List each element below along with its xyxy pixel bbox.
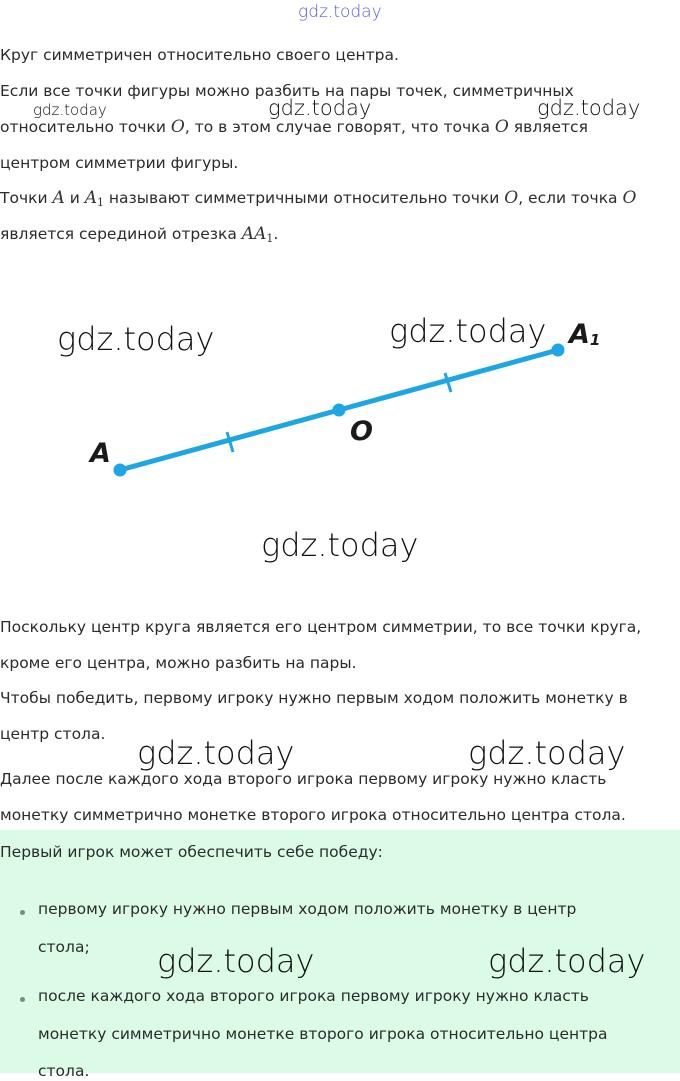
math-AA1-base: AA (241, 224, 267, 244)
math-A1-sub: 1 (96, 196, 104, 209)
watermark-large: gdz.today (488, 942, 646, 980)
paragraph-circle-symmetry: Круг симметричен относительно своего центра. (0, 46, 399, 64)
paragraph-first-move-line2: центр стола. (0, 725, 106, 743)
watermark-top: gdz.today (298, 2, 382, 22)
math-AA1-sub: 1 (266, 232, 274, 245)
math-O: O (622, 188, 637, 208)
paragraph-definition-line3: центром симметрии фигуры. (0, 154, 239, 172)
text-segment: и (64, 189, 85, 207)
paragraph-symmetric-points-line1 (0, 188, 636, 213)
answer-heading: Первый игрок может обеспечить себе победу: (0, 843, 383, 861)
label-A1-sub: 1 (589, 331, 601, 349)
text-segment: является (508, 118, 588, 136)
text-segment: , если точка (518, 189, 623, 207)
point-O (333, 404, 346, 417)
text-segment: , то в этом случае говорят, что точка (184, 118, 495, 136)
label-A1 (567, 319, 600, 350)
watermark-small: gdz.today (537, 96, 641, 120)
label-A: A (90, 438, 111, 469)
paragraph-first-move-line1: Чтобы победить, первому игроку нужно первым ходом положить монетку в (0, 689, 628, 707)
answer-item-1-line1: первому игроку нужно первым ходом положить монетку в центр (38, 900, 577, 918)
watermark-large: gdz.today (157, 942, 315, 980)
answer-item-2-line2: монетку симметрично монетке второго игрока относительно центра (38, 1025, 608, 1043)
math-AA1 (242, 224, 274, 244)
text-segment: Точки (0, 189, 53, 207)
label-A1-base: A (569, 319, 590, 350)
math-O: O (494, 117, 509, 137)
watermark-figure: gdz.today (57, 320, 215, 358)
paragraph-next-moves-line1: Далее после каждого хода второго игрока первому игроку нужно класть (0, 770, 607, 788)
paragraph-pairs-line2: кроме его центра, можно разбить на пары. (0, 654, 357, 672)
watermark-small: gdz.today (33, 101, 107, 119)
watermark-figure: gdz.today (389, 312, 547, 350)
watermark-figure: gdz.today (261, 526, 419, 564)
math-A1 (85, 188, 104, 208)
paragraph-definition-line2 (0, 117, 588, 137)
bullet-dot (20, 910, 25, 915)
point-A1 (552, 344, 565, 357)
paragraph-pairs-line1: Поскольку центр круга является его центром симметрии, то все точки круга, (0, 618, 642, 636)
paragraph-symmetric-points-line2 (0, 224, 278, 249)
watermark-large: gdz.today (468, 734, 626, 772)
math-A: A (52, 188, 65, 208)
text-segment: . (273, 225, 279, 243)
math-A1-base: A (84, 188, 97, 208)
answer-item-2-line1: после каждого хода второго игрока первому игроку нужно класть (38, 987, 589, 1005)
point-A (114, 464, 127, 477)
answer-item-1-line2: стола; (38, 938, 90, 956)
text-segment: является серединой отрезка (0, 225, 242, 243)
paragraph-definition-line1: Если все точки фигуры можно разбить на пары точек, симметричных (0, 82, 574, 100)
label-O: O (350, 416, 373, 447)
math-O: O (170, 117, 185, 137)
symmetry-figure (0, 260, 680, 580)
math-O: O (504, 188, 519, 208)
watermark-small: gdz.today (268, 96, 372, 120)
answer-item-2-line3: стола. (38, 1062, 90, 1080)
paragraph-next-moves-line2: монетку симметрично монетке второго игрока относительно центра стола. (0, 806, 626, 824)
text-segment: называют симметричными относительно точки (103, 189, 505, 207)
text-segment: относительно точки (0, 118, 171, 136)
watermark-large: gdz.today (137, 734, 295, 772)
bullet-dot (20, 997, 25, 1002)
